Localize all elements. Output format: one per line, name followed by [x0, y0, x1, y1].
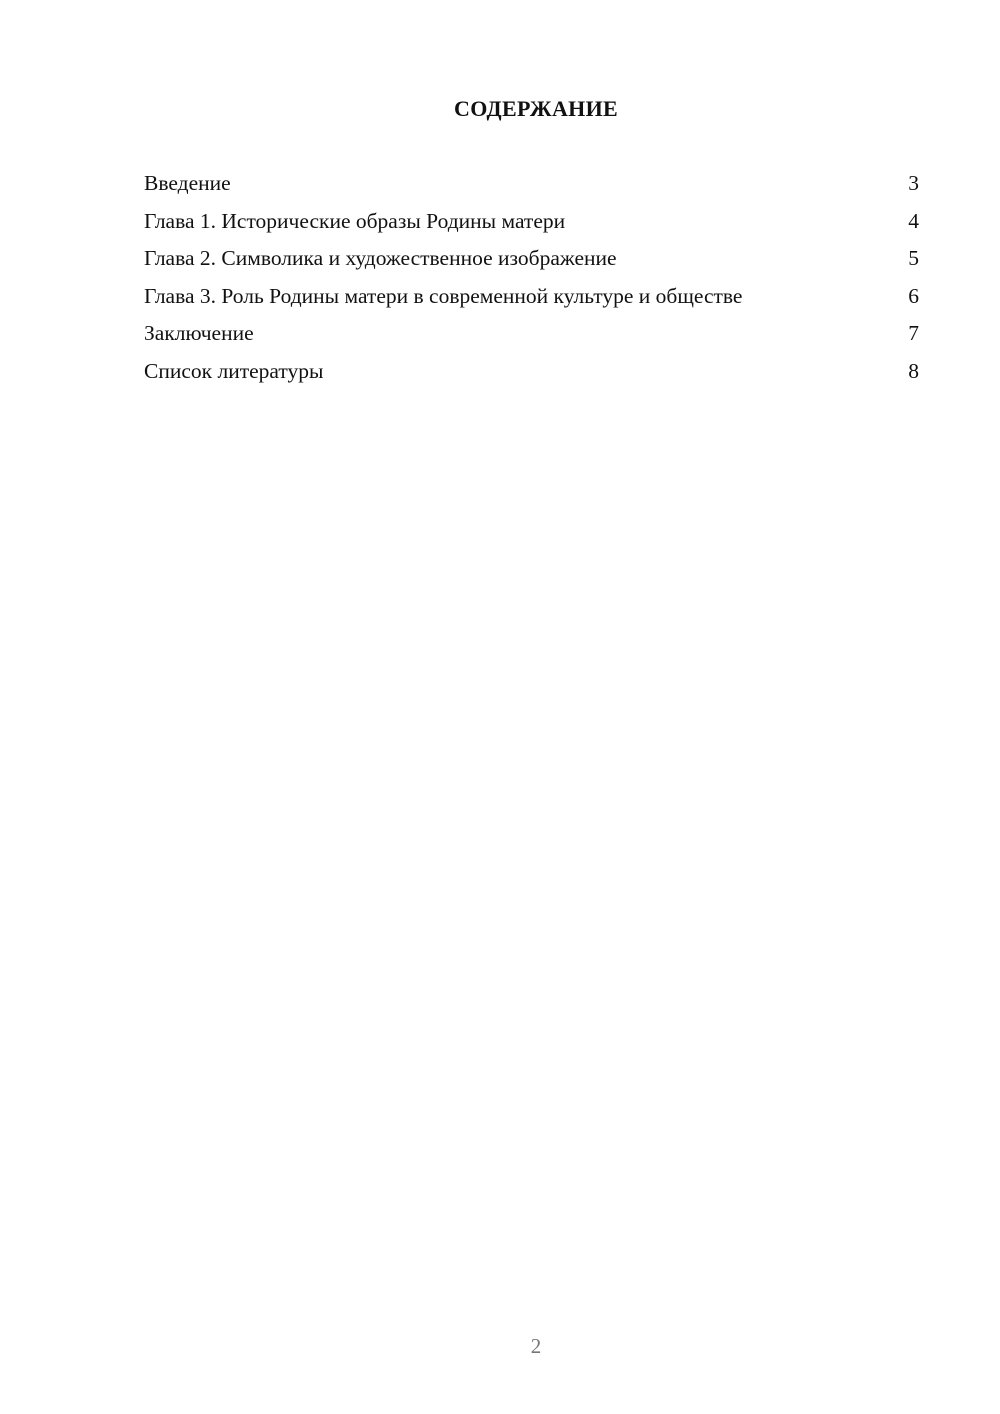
toc-entry [144, 320, 919, 346]
toc-entry [144, 283, 919, 309]
toc-entry [144, 358, 919, 384]
toc-entry-page: 5 [908, 246, 919, 270]
toc-heading: СОДЕРЖАНИЕ [454, 96, 618, 121]
toc-list [144, 170, 919, 395]
toc-entry-page: 8 [908, 358, 919, 383]
toc-entry-page: 3 [908, 171, 919, 195]
page-number: 2 [530, 1334, 542, 1358]
toc-entry-page: 4 [908, 208, 919, 233]
toc-entry-title: Глава 1. Исторические образы Родины матери [144, 208, 566, 233]
toc-entry-title: Глава 2. Символика и художественное изображение [144, 246, 617, 270]
toc-entry-page: 6 [908, 283, 919, 308]
toc-entry-title: Введение [144, 171, 231, 195]
toc-entry-page: 7 [908, 321, 919, 345]
toc-entry [144, 208, 919, 234]
toc-entry-title: Заключение [144, 321, 254, 345]
toc-entry [144, 170, 919, 196]
toc-entry-title: Глава 3. Роль Родины матери в современной культуре и обществе [144, 283, 743, 308]
toc-entry-title: Список литературы [144, 358, 324, 383]
toc-entry [144, 245, 919, 271]
